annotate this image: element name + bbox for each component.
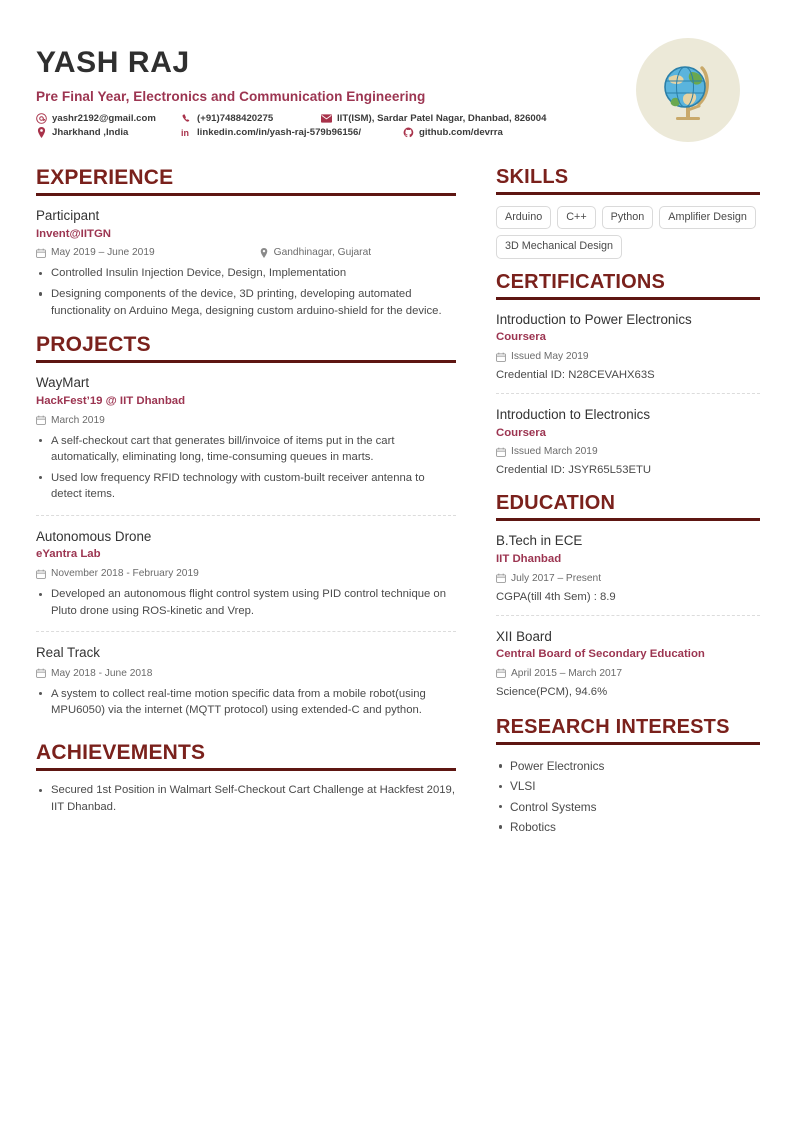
experience-role: Participant (36, 208, 100, 224)
project-date-text: March 2019 (51, 414, 105, 426)
contact-phone-text: (+91)7488420275 (197, 112, 274, 124)
mail-envelope-icon (321, 113, 332, 124)
contact-row-1 (36, 113, 636, 124)
divider (496, 393, 760, 394)
education-meta (496, 668, 760, 679)
education-score: Science(PCM), 94.6% (496, 685, 608, 698)
project-meta (36, 415, 456, 426)
project-meta (36, 568, 456, 579)
list-item: Secured 1st Position in Walmart Self-Checkout Cart Challenge at Hackfest 2019, IIT Dhanbad. (36, 782, 456, 815)
project-bullets (36, 586, 456, 619)
resume-header (36, 36, 764, 142)
divider (496, 615, 760, 616)
education-institute: Central Board of Secondary Education (496, 648, 705, 661)
contact-linkedin[interactable] (181, 127, 403, 138)
certification-entry (496, 311, 760, 381)
resume-columns (36, 166, 764, 841)
project-date-text: May 2018 - June 2018 (51, 667, 153, 679)
list-item: Developed an autonomous flight control system using PID control technique on Pluto drone using ROS-kinetic and Vrep. (36, 586, 456, 619)
calendar-icon (496, 351, 506, 362)
experience-meta (36, 247, 456, 258)
skill-chip: 3D Mechanical Design (496, 235, 622, 258)
education-date (496, 668, 622, 679)
header-text-block (36, 36, 636, 138)
list-item: A system to collect real-time motion specific data from a mobile robot(using MPU6050) via the internet (MQTT protocol) using extended-C and python. (36, 686, 456, 719)
section-certifications (496, 271, 760, 477)
skill-chip: C++ (557, 206, 595, 229)
email-at-icon (36, 113, 47, 124)
section-title-experience: EXPERIENCE (36, 166, 174, 189)
experience-bullets (36, 265, 456, 319)
calendar-icon (496, 446, 506, 457)
project-date (36, 668, 152, 679)
project-date (36, 568, 199, 579)
project-name: Autonomous Drone (36, 528, 152, 544)
project-meta (36, 668, 456, 679)
project-org: HackFest’19 @ IIT Dhanbad (36, 394, 186, 407)
project-org: eYantra Lab (36, 548, 101, 561)
contact-location-text: Jharkhand ,India (52, 126, 129, 138)
skill-chip: Amplifier Design (659, 206, 756, 229)
section-achievements (36, 741, 456, 815)
location-pin-icon (259, 247, 269, 258)
experience-date (36, 247, 155, 258)
section-rule (36, 360, 456, 363)
contact-email[interactable] (36, 113, 181, 124)
section-title-achievements: ACHIEVEMENTS (36, 740, 206, 764)
project-name: Real Track (36, 645, 100, 661)
list-item: Designing components of the device, 3D printing, developing automated functionality on Arduino Mega, designing custom arduino-shield for the device. (36, 286, 456, 319)
experience-location-text: Gandhinagar, Gujarat (273, 247, 372, 259)
list-item: A self-checkout cart that generates bill/invoice of items put in the cart automatically, eliminating long, time-consuming queues in marts. (36, 433, 456, 466)
skill-chip-list (496, 206, 760, 259)
experience-entry (36, 207, 456, 319)
list-item: Robotics (496, 817, 760, 837)
right-column (496, 166, 760, 841)
section-title-education: EDUCATION (496, 492, 616, 515)
certification-entry (496, 406, 760, 476)
header-subtitle: Pre Final Year, Electronics and Communication Engineering (36, 88, 426, 104)
project-entry (36, 528, 456, 619)
contact-grid (36, 113, 636, 138)
skill-chip: Python (602, 206, 654, 229)
section-title-skills: SKILLS (496, 166, 569, 188)
skill-chip: Arduino (496, 206, 551, 229)
phone-icon (181, 113, 192, 124)
project-bullets (36, 433, 456, 503)
list-item: Power Electronics (496, 756, 760, 776)
section-rule (496, 742, 760, 745)
globe-icon (652, 54, 724, 126)
calendar-icon (36, 568, 46, 579)
page-title: YASH RAJ (36, 46, 190, 79)
project-entry (36, 374, 456, 503)
education-degree: B.Tech in ECE (496, 533, 583, 549)
education-entry (496, 532, 760, 602)
divider (36, 631, 456, 632)
section-title-certifications: CERTIFICATIONS (496, 270, 666, 293)
avatar (636, 38, 740, 142)
contact-address[interactable] (321, 113, 546, 124)
section-rule (496, 192, 760, 195)
research-interest-list (496, 756, 760, 837)
section-rule (496, 518, 760, 521)
certification-name: Introduction to Electronics (496, 407, 651, 423)
calendar-icon (496, 573, 506, 584)
section-rule (36, 193, 456, 196)
section-research-interests (496, 716, 760, 837)
certification-date (496, 351, 589, 362)
contact-address-text: IIT(ISM), Sardar Patel Nagar, Dhanbad, 826004 (337, 112, 547, 124)
section-rule (496, 297, 760, 300)
left-column (36, 166, 456, 841)
project-date (36, 415, 105, 426)
certification-meta (496, 446, 760, 457)
contact-phone[interactable] (181, 113, 321, 124)
education-score: CGPA(till 4th Sem) : 8.9 (496, 590, 616, 603)
education-institute: IIT Dhanbad (496, 552, 562, 565)
experience-location (259, 247, 371, 258)
certification-credential: Credential ID: JSYR65L53ETU (496, 464, 652, 477)
certification-credential: Credential ID: N28CEVAHX63S (496, 369, 655, 382)
section-education (496, 492, 760, 698)
experience-org: Invent@IITGN (36, 227, 112, 240)
contact-location (36, 127, 181, 138)
calendar-icon (496, 668, 506, 679)
section-rule (36, 768, 456, 771)
list-item: Used low frequency RFID technology with custom-built receiver antenna to detect items. (36, 470, 456, 503)
location-pin-icon (36, 127, 47, 138)
contact-github-text: github.com/devrra (419, 126, 503, 138)
project-bullets (36, 686, 456, 719)
education-degree: XII Board (496, 628, 552, 644)
education-entry (496, 628, 760, 698)
section-title-research-interests: RESEARCH INTERESTS (496, 715, 730, 738)
education-date (496, 573, 601, 584)
github-icon (403, 127, 414, 138)
project-date-text: November 2018 - February 2019 (51, 568, 199, 580)
experience-date-text: May 2019 – June 2019 (51, 247, 155, 259)
list-item: VLSI (496, 776, 760, 796)
contact-email-text: yashr2192@gmail.com (52, 112, 156, 124)
contact-linkedin-text: linkedin.com/in/yash-raj-579b96156/ (197, 126, 362, 138)
education-date-text: July 2017 – Present (511, 572, 602, 584)
svg-text:in: in (181, 127, 189, 138)
certification-org: Coursera (496, 426, 547, 439)
list-item: Control Systems (496, 797, 760, 817)
contact-github[interactable] (403, 127, 503, 138)
project-name: WayMart (36, 375, 90, 391)
linkedin-icon (181, 127, 192, 138)
contact-row-2 (36, 127, 636, 138)
achievements-bullets (36, 782, 456, 815)
education-date-text: April 2015 – March 2017 (511, 667, 622, 679)
calendar-icon (36, 247, 46, 258)
section-experience (36, 166, 456, 319)
certification-date-text: Issued March 2019 (511, 446, 598, 458)
calendar-icon (36, 668, 46, 679)
certification-meta (496, 351, 760, 362)
project-entry (36, 644, 456, 719)
certification-name: Introduction to Power Electronics (496, 311, 692, 327)
section-skills (496, 166, 760, 259)
section-projects (36, 333, 456, 719)
calendar-icon (36, 415, 46, 426)
education-meta (496, 573, 760, 584)
certification-date (496, 446, 598, 457)
section-title-projects: PROJECTS (36, 333, 151, 357)
certification-org: Coursera (496, 331, 547, 344)
list-item: Controlled Insulin Injection Device, Design, Implementation (36, 265, 456, 282)
certification-date-text: Issued May 2019 (511, 351, 589, 363)
divider (36, 515, 456, 516)
